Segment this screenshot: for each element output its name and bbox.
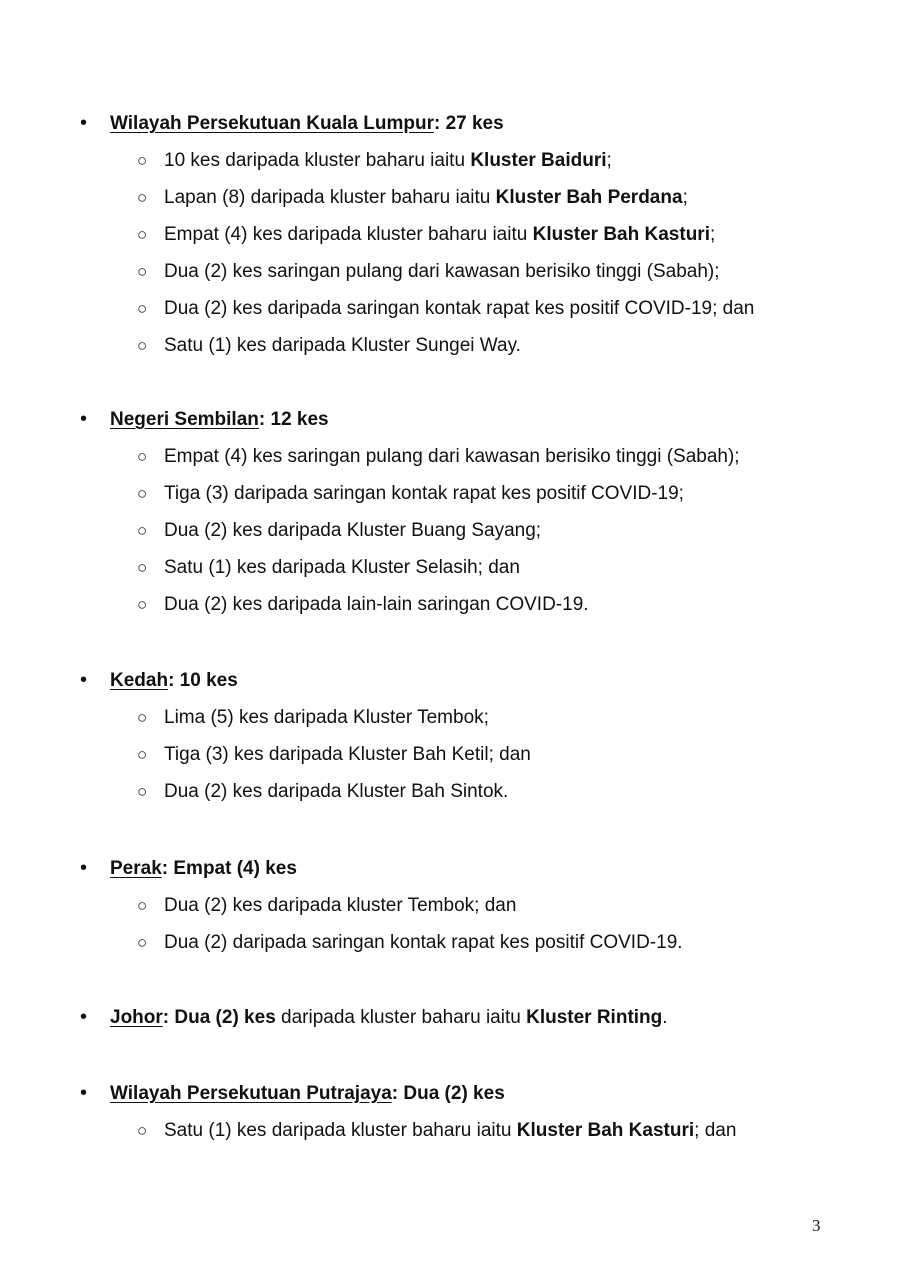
section-heading (0, 401, 905, 438)
circle-bullet-icon: ○ (137, 595, 148, 614)
circle-bullet-icon: ○ (137, 447, 148, 466)
section-kuala-lumpur (0, 105, 905, 364)
section-kedah (0, 662, 905, 810)
list-item: ○ Tiga (3) kes daripada Kluster Bah Ketil; dan (0, 736, 905, 773)
section-count: : 27 kes (433, 113, 504, 134)
cluster-name: Kluster Bah Kasturi (516, 1120, 695, 1141)
section-title: Perak (110, 858, 162, 879)
circle-bullet-icon: ○ (137, 188, 148, 207)
circle-bullet-icon: ○ (137, 558, 148, 577)
section-title: Johor (110, 1007, 163, 1028)
list-item: ○ Dua (2) kes saringan pulang dari kawasan berisiko tinggi (Sabah); (0, 253, 905, 290)
cluster-name: Kluster Bah Kasturi (532, 224, 710, 245)
list-item: ○ Lapan (8) daripada kluster baharu iaitu Kluster Bah Perdana; (0, 179, 905, 216)
list-item: ○ Dua (2) daripada saringan kontak rapat kes positif COVID-19. (0, 924, 905, 961)
list-item: ○ Tiga (3) daripada saringan kontak rapat kes positif COVID-19; (0, 475, 905, 512)
circle-bullet-icon: ○ (137, 151, 148, 170)
section-title: Negeri Sembilan (110, 409, 259, 430)
section-negeri-sembilan (0, 401, 905, 623)
cluster-name: Kluster Baiduri (470, 150, 607, 171)
circle-bullet-icon: ○ (137, 933, 148, 952)
page-number: 3 (812, 1216, 821, 1235)
circle-bullet-icon: ○ (137, 896, 148, 915)
circle-bullet-icon: ○ (137, 299, 148, 318)
list-item: ○ Dua (2) kes daripada kluster Tembok; dan (0, 887, 905, 924)
circle-bullet-icon: ○ (137, 782, 148, 801)
bullet-icon: • (80, 1006, 88, 1028)
bullet-icon: • (80, 112, 88, 134)
section-count: : Dua (2) kes (391, 1083, 505, 1104)
list-item: ○ 10 kes daripada kluster baharu iaitu Kluster Baiduri; (0, 142, 905, 179)
section-title: Wilayah Persekutuan Putrajaya (110, 1083, 392, 1104)
circle-bullet-icon: ○ (137, 484, 148, 503)
list-item: ○ Lima (5) kes daripada Kluster Tembok; (0, 699, 905, 736)
section-title: Wilayah Persekutuan Kuala Lumpur (110, 113, 434, 134)
list-item: ○ Satu (1) kes daripada kluster baharu iaitu Kluster Bah Kasturi; dan (0, 1112, 905, 1149)
section-count: : Empat (4) kes (161, 858, 297, 879)
bullet-icon: • (80, 669, 88, 691)
section-heading (0, 1075, 905, 1112)
list-item: ○ Empat (4) kes daripada kluster baharu iaitu Kluster Bah Kasturi; (0, 216, 905, 253)
cluster-name: Kluster Bah Perdana (495, 187, 683, 208)
list-item: ○ Satu (1) kes daripada Kluster Sungei Way. (0, 327, 905, 364)
section-heading (0, 850, 905, 887)
bullet-icon: • (80, 408, 88, 430)
section-heading (0, 662, 905, 699)
section-title: Kedah (110, 670, 169, 691)
list-item: ○ Dua (2) kes daripada Kluster Bah Sintok. (0, 773, 905, 810)
cluster-name: Kluster Rinting (526, 1007, 663, 1028)
section-putrajaya (0, 1075, 905, 1149)
circle-bullet-icon: ○ (137, 521, 148, 540)
list-item: ○ Dua (2) kes daripada lain-lain saringan COVID-19. (0, 586, 905, 623)
bullet-icon: • (80, 857, 88, 879)
list-item: ○ Dua (2) kes daripada saringan kontak rapat kes positif COVID-19; dan (0, 290, 905, 327)
circle-bullet-icon: ○ (137, 745, 148, 764)
section-count: : Dua (2) kes (162, 1007, 276, 1028)
section-count: : 12 kes (258, 409, 329, 430)
circle-bullet-icon: ○ (137, 1121, 148, 1140)
circle-bullet-icon: ○ (137, 262, 148, 281)
bullet-icon: • (80, 1082, 88, 1104)
section-heading: • Johor: Dua (2) kes daripada kluster baharu iaitu Kluster Rinting. (0, 999, 905, 1036)
section-heading (0, 105, 905, 142)
circle-bullet-icon: ○ (137, 225, 148, 244)
section-perak (0, 850, 905, 961)
list-item: ○ Satu (1) kes daripada Kluster Selasih; dan (0, 549, 905, 586)
list-item: ○ Empat (4) kes saringan pulang dari kawasan berisiko tinggi (Sabah); (0, 438, 905, 475)
section-johor (0, 999, 905, 1036)
section-count: : 10 kes (168, 670, 238, 691)
list-item: ○ Dua (2) kes daripada Kluster Buang Sayang; (0, 512, 905, 549)
circle-bullet-icon: ○ (137, 336, 148, 355)
circle-bullet-icon: ○ (137, 708, 148, 727)
